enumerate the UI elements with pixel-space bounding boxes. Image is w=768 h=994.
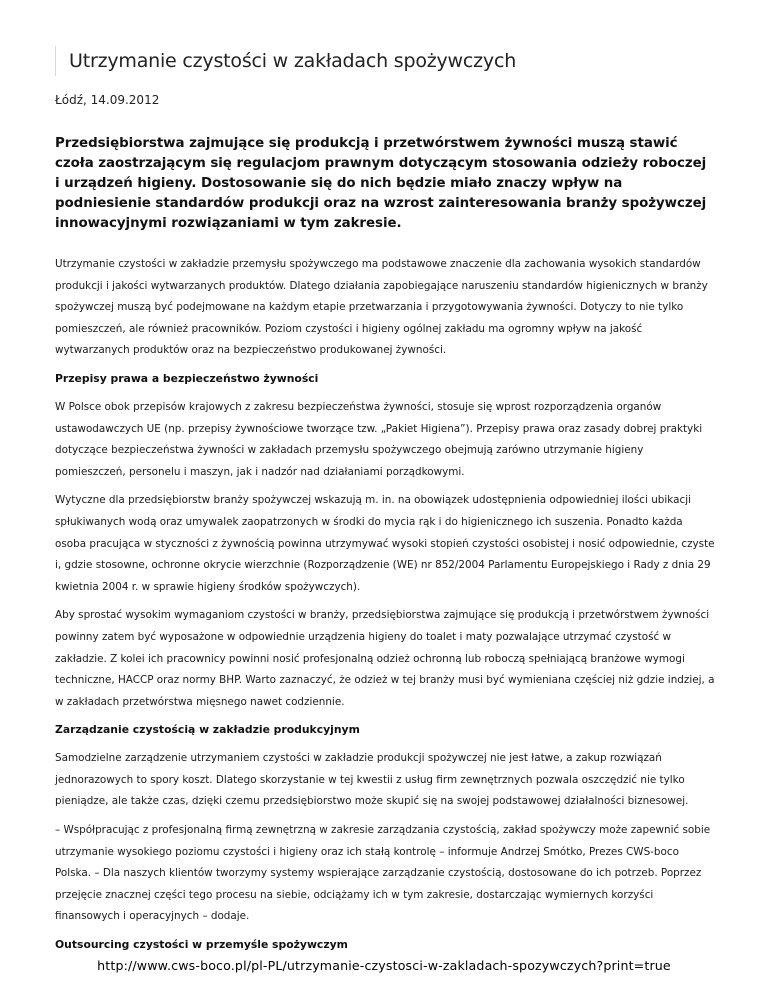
body-paragraph-6: – Współpracując z profesjonalną firmą zewnętrzną w zakresie zarządzania czystością, zakład spożywczy może zapewnić sobie utrzymanie wysokiego poziomu czystości i higieny oraz ich stałą kontrolę – informuje Andrzej Smótko, Prezes CWS-boco Polska. – Dla naszych klientów tworzymy systemy wspierające zarządzanie czystością, dostosowane do ich potrzeb. Poprzez przejęcie znacznej części tego procesu na siebie, odciążamy ich w tym zakresie, dostarczając wymiernych korzyści finansowych i operacyjnych – dodaje. — [55, 824, 711, 923]
body-paragraph-5: Samodzielne zarządzenie utrzymaniem czystości w zakładzie produkcji spożywczej nie jest łatwe, a zakup rozwiązań jednorazowych to spory koszt. Dlatego skorzystanie w tej kwestii z usług firm zewnętrznych pozwala oszczędzić nie tylko pieniądze, ale także czas, dzięki czemu przedsiębiorstwo może skupić się na swojej podstawowej działalności biznesowej. — [55, 752, 689, 808]
lead-paragraph: Przedsiębiorstwa zajmujące się produkcją i przetwórstwem żywności muszą stawić czoła zaostrzającym się regulacjom prawnym dotyczącym stosowania odzieży roboczej i urządzeń higieny. Dostosowanie się do nich będzie miało znaczy wpływ na podniesienie standardów produkcji oraz na wzrost zainteresowania branży spożywczej innowacyjnymi rozwiązaniami w tym zakresie. — [55, 136, 707, 231]
body-paragraph-1: Utrzymanie czystości w zakładzie przemysłu spożywczego ma podstawowe znaczenie dla zachowania wysokich standardów produkcji i jakości wytwarzanych produktów. Dlatego działania zapobiegające naruszeniu standardów higienicznych w branży spożywczej muszą być podejmowane na każdym etapie przetwarzania i przygotowywania żywności. Dotyczy to nie tylko pomieszczeń, ale również pracowników. Poziom czystości i higieny ogólnej zakładu ma ogromny wpływ na jakość wytwarzanych produktów oraz na bezpieczeństwo produkowanej żywności. — [55, 258, 708, 357]
section-heading-regulations: Przepisy prawa a bezpieczeństwo żywności — [55, 371, 319, 385]
dateline: Łódź, 14.09.2012 — [55, 93, 160, 107]
print-footer-url: http://www.cws-boco.pl/pl-PL/utrzymanie-czystosci-w-zakladach-spozywczych?print=true — [97, 958, 671, 973]
title-block — [55, 46, 516, 76]
section-heading-management: Zarządzanie czystością w zakładzie produkcyjnym — [55, 723, 360, 737]
body-paragraph-4: Aby sprostać wysokim wymaganiom czystości w branży, przedsiębiorstwa zajmujące się produkcją i przetwórstwem żywności powinny zatem być wyposażone w odpowiednie urządzenia higieny do toalet i maty pozwalające utrzymać czystość w zakładzie. Z kolei ich pracownicy powinni nosić profesjonalną odzież ochronną lub roboczą spełniającą branżowe wymogi techniczne, HACCP oraz normy BHP. Warto zaznaczyć, że odzież w tej branży musi być wymieniana częściej niż gdzie indziej, a w zakładach przetwórstwa mięsnego nawet codziennie. — [55, 609, 715, 708]
page-title: Utrzymanie czystości w zakładach spożywczych — [69, 50, 517, 72]
article-body — [55, 254, 715, 963]
section-heading-outsourcing: Outsourcing czystości w przemyśle spożywczym — [55, 938, 348, 952]
body-paragraph-2: W Polsce obok przepisów krajowych z zakresu bezpieczeństwa żywności, stosuje się wprost rozporządzenia organów ustawodawczych UE (np. przepisy żywnościowe tworzące tzw. „Pakiet Higiena”). Przepisy prawa oraz zasady dobrej praktyki dotyczące bezpieczeństwa żywności w zakładach przemysłu spożywczego obejmują zarówno utrzymanie higieny pomieszczeń, personelu i maszyn, jak i nadzór nad działaniami porządkowymi. — [55, 400, 703, 478]
body-paragraph-3: Wytyczne dla przedsiębiorstw branży spożywczej wskazują m. in. na obowiązek udostępnienia odpowiedniej ilości ubikacji spłukiwanych wodą oraz umywalek zaopatrzonych w środki do mycia rąk i do higienicznego ich suszenia. Ponadto każda osoba pracująca w styczności z żywnością powinna utrzymywać wysoki stopień czystości osobistej i nosić odpowiednie, czyste i, gdzie stosowne, ochronne okrycie wierzchnie (Rozporządzenie (WE) nr 852/2004 Parlamentu Europejskiego i Rady z dnia 29 kwietnia 2004 r. w sprawie higieny środków spożywczych). — [55, 494, 715, 593]
